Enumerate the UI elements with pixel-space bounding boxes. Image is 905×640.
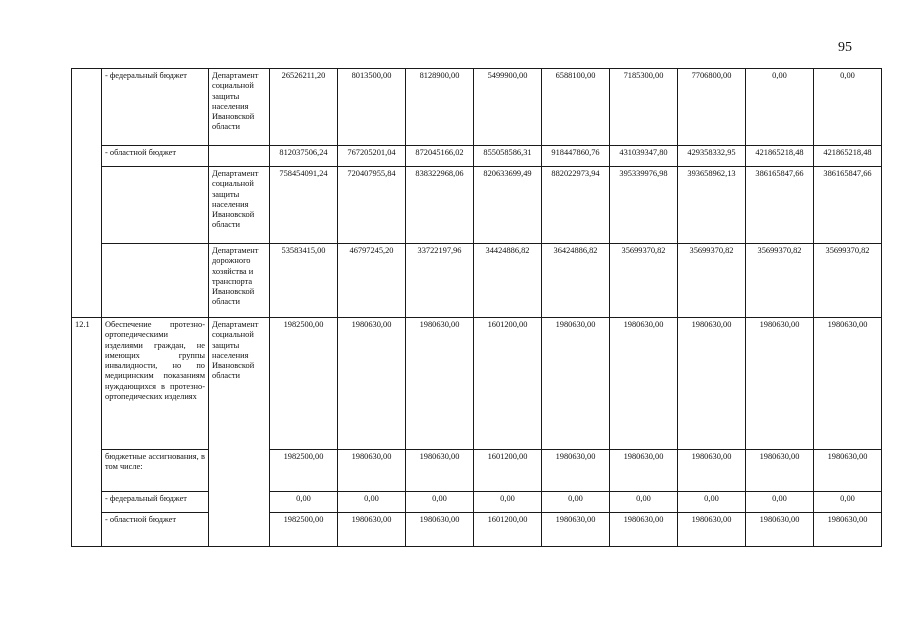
value-cell: 6588100,00 (542, 69, 610, 146)
page-number: 95 (838, 40, 852, 55)
value-cell: 1980630,00 (746, 318, 814, 450)
value-cell: 1601200,00 (474, 513, 542, 547)
value-cell: 720407955,84 (338, 167, 406, 244)
budget-table (71, 68, 882, 547)
row-number-cell (72, 69, 102, 318)
value-cell: 0,00 (338, 492, 406, 513)
value-cell: 1980630,00 (814, 450, 882, 492)
value-cell: 918447860,76 (542, 146, 610, 167)
row-label (102, 244, 209, 318)
value-cell: 1980630,00 (814, 513, 882, 547)
value-cell: 1980630,00 (406, 513, 474, 547)
value-cell: 1980630,00 (406, 318, 474, 450)
value-cell: 872045166,02 (406, 146, 474, 167)
value-cell: 7185300,00 (610, 69, 678, 146)
value-cell: 1601200,00 (474, 318, 542, 450)
value-cell: 1980630,00 (338, 318, 406, 450)
value-cell: 1980630,00 (338, 513, 406, 547)
value-cell: 0,00 (814, 492, 882, 513)
value-cell: 8013500,00 (338, 69, 406, 146)
value-cell: 0,00 (678, 492, 746, 513)
row-label: бюджетные ассигнования, в том числе: (102, 450, 209, 492)
value-cell: 1980630,00 (814, 318, 882, 450)
value-cell: 33722197,96 (406, 244, 474, 318)
value-cell: 35699370,82 (610, 244, 678, 318)
row-label: - федеральный бюджет (102, 69, 209, 146)
department-cell: Департамент дорожного хозяйства и транспорта Ивановской области (209, 244, 270, 318)
value-cell: 1980630,00 (610, 318, 678, 450)
table-row (72, 69, 882, 146)
value-cell: 1980630,00 (542, 513, 610, 547)
value-cell: 767205201,04 (338, 146, 406, 167)
value-cell: 0,00 (746, 69, 814, 146)
value-cell: 26526211,20 (270, 69, 338, 146)
value-cell: 758454091,24 (270, 167, 338, 244)
table-row (72, 513, 882, 547)
value-cell: 838322968,06 (406, 167, 474, 244)
value-cell: 1980630,00 (678, 513, 746, 547)
value-cell: 1982500,00 (270, 513, 338, 547)
value-cell: 1980630,00 (406, 450, 474, 492)
value-cell: 429358332,95 (678, 146, 746, 167)
value-cell: 1980630,00 (610, 450, 678, 492)
value-cell: 1980630,00 (746, 450, 814, 492)
value-cell: 855058586,31 (474, 146, 542, 167)
value-cell: 386165847,66 (746, 167, 814, 244)
value-cell: 0,00 (542, 492, 610, 513)
value-cell: 1980630,00 (542, 450, 610, 492)
table-row (72, 146, 882, 167)
table-row (72, 244, 882, 318)
value-cell: 1980630,00 (610, 513, 678, 547)
value-cell: 1980630,00 (678, 318, 746, 450)
row-label: - областной бюджет (102, 513, 209, 547)
value-cell: 0,00 (610, 492, 678, 513)
value-cell: 421865218,48 (814, 146, 882, 167)
table-row (72, 318, 882, 450)
value-cell: 1980630,00 (678, 450, 746, 492)
value-cell: 431039347,80 (610, 146, 678, 167)
row-label: - федеральный бюджет (102, 492, 209, 513)
department-cell: Департамент социальной защиты населения Ивановской области (209, 69, 270, 146)
table-row (72, 492, 882, 513)
item-number: 12.1 (72, 318, 102, 547)
value-cell: 386165847,66 (814, 167, 882, 244)
value-cell: 0,00 (270, 492, 338, 513)
value-cell: 34424886,82 (474, 244, 542, 318)
value-cell: 35699370,82 (746, 244, 814, 318)
department-cell: Департамент социальной защиты населения Ивановской области (209, 318, 270, 547)
table-row (72, 450, 882, 492)
value-cell: 395339976,98 (610, 167, 678, 244)
item-title: Обеспечение протезно-ортопедическими изделиями граждан, не имеющих группы инвалидности, но по медицинским показаниям нуждающихся в протезно-ортопедических изделиях (102, 318, 209, 450)
value-cell: 0,00 (406, 492, 474, 513)
value-cell: 8128900,00 (406, 69, 474, 146)
department-cell: Департамент социальной защиты населения Ивановской области (209, 167, 270, 244)
value-cell: 812037506,24 (270, 146, 338, 167)
value-cell: 53583415,00 (270, 244, 338, 318)
value-cell: 1601200,00 (474, 450, 542, 492)
value-cell: 46797245,20 (338, 244, 406, 318)
value-cell: 36424886,82 (542, 244, 610, 318)
value-cell: 1980630,00 (746, 513, 814, 547)
value-cell: 0,00 (814, 69, 882, 146)
row-label: - областной бюджет (102, 146, 209, 167)
value-cell: 5499900,00 (474, 69, 542, 146)
value-cell: 1980630,00 (338, 450, 406, 492)
row-label (102, 167, 209, 244)
value-cell: 1980630,00 (542, 318, 610, 450)
value-cell: 0,00 (746, 492, 814, 513)
value-cell: 1982500,00 (270, 318, 338, 450)
value-cell: 820633699,49 (474, 167, 542, 244)
value-cell: 421865218,48 (746, 146, 814, 167)
value-cell: 35699370,82 (678, 244, 746, 318)
value-cell: 7706800,00 (678, 69, 746, 146)
value-cell: 882022973,94 (542, 167, 610, 244)
value-cell: 35699370,82 (814, 244, 882, 318)
table-row (72, 167, 882, 244)
value-cell: 1982500,00 (270, 450, 338, 492)
value-cell: 0,00 (474, 492, 542, 513)
value-cell: 393658962,13 (678, 167, 746, 244)
department-cell (209, 146, 270, 167)
